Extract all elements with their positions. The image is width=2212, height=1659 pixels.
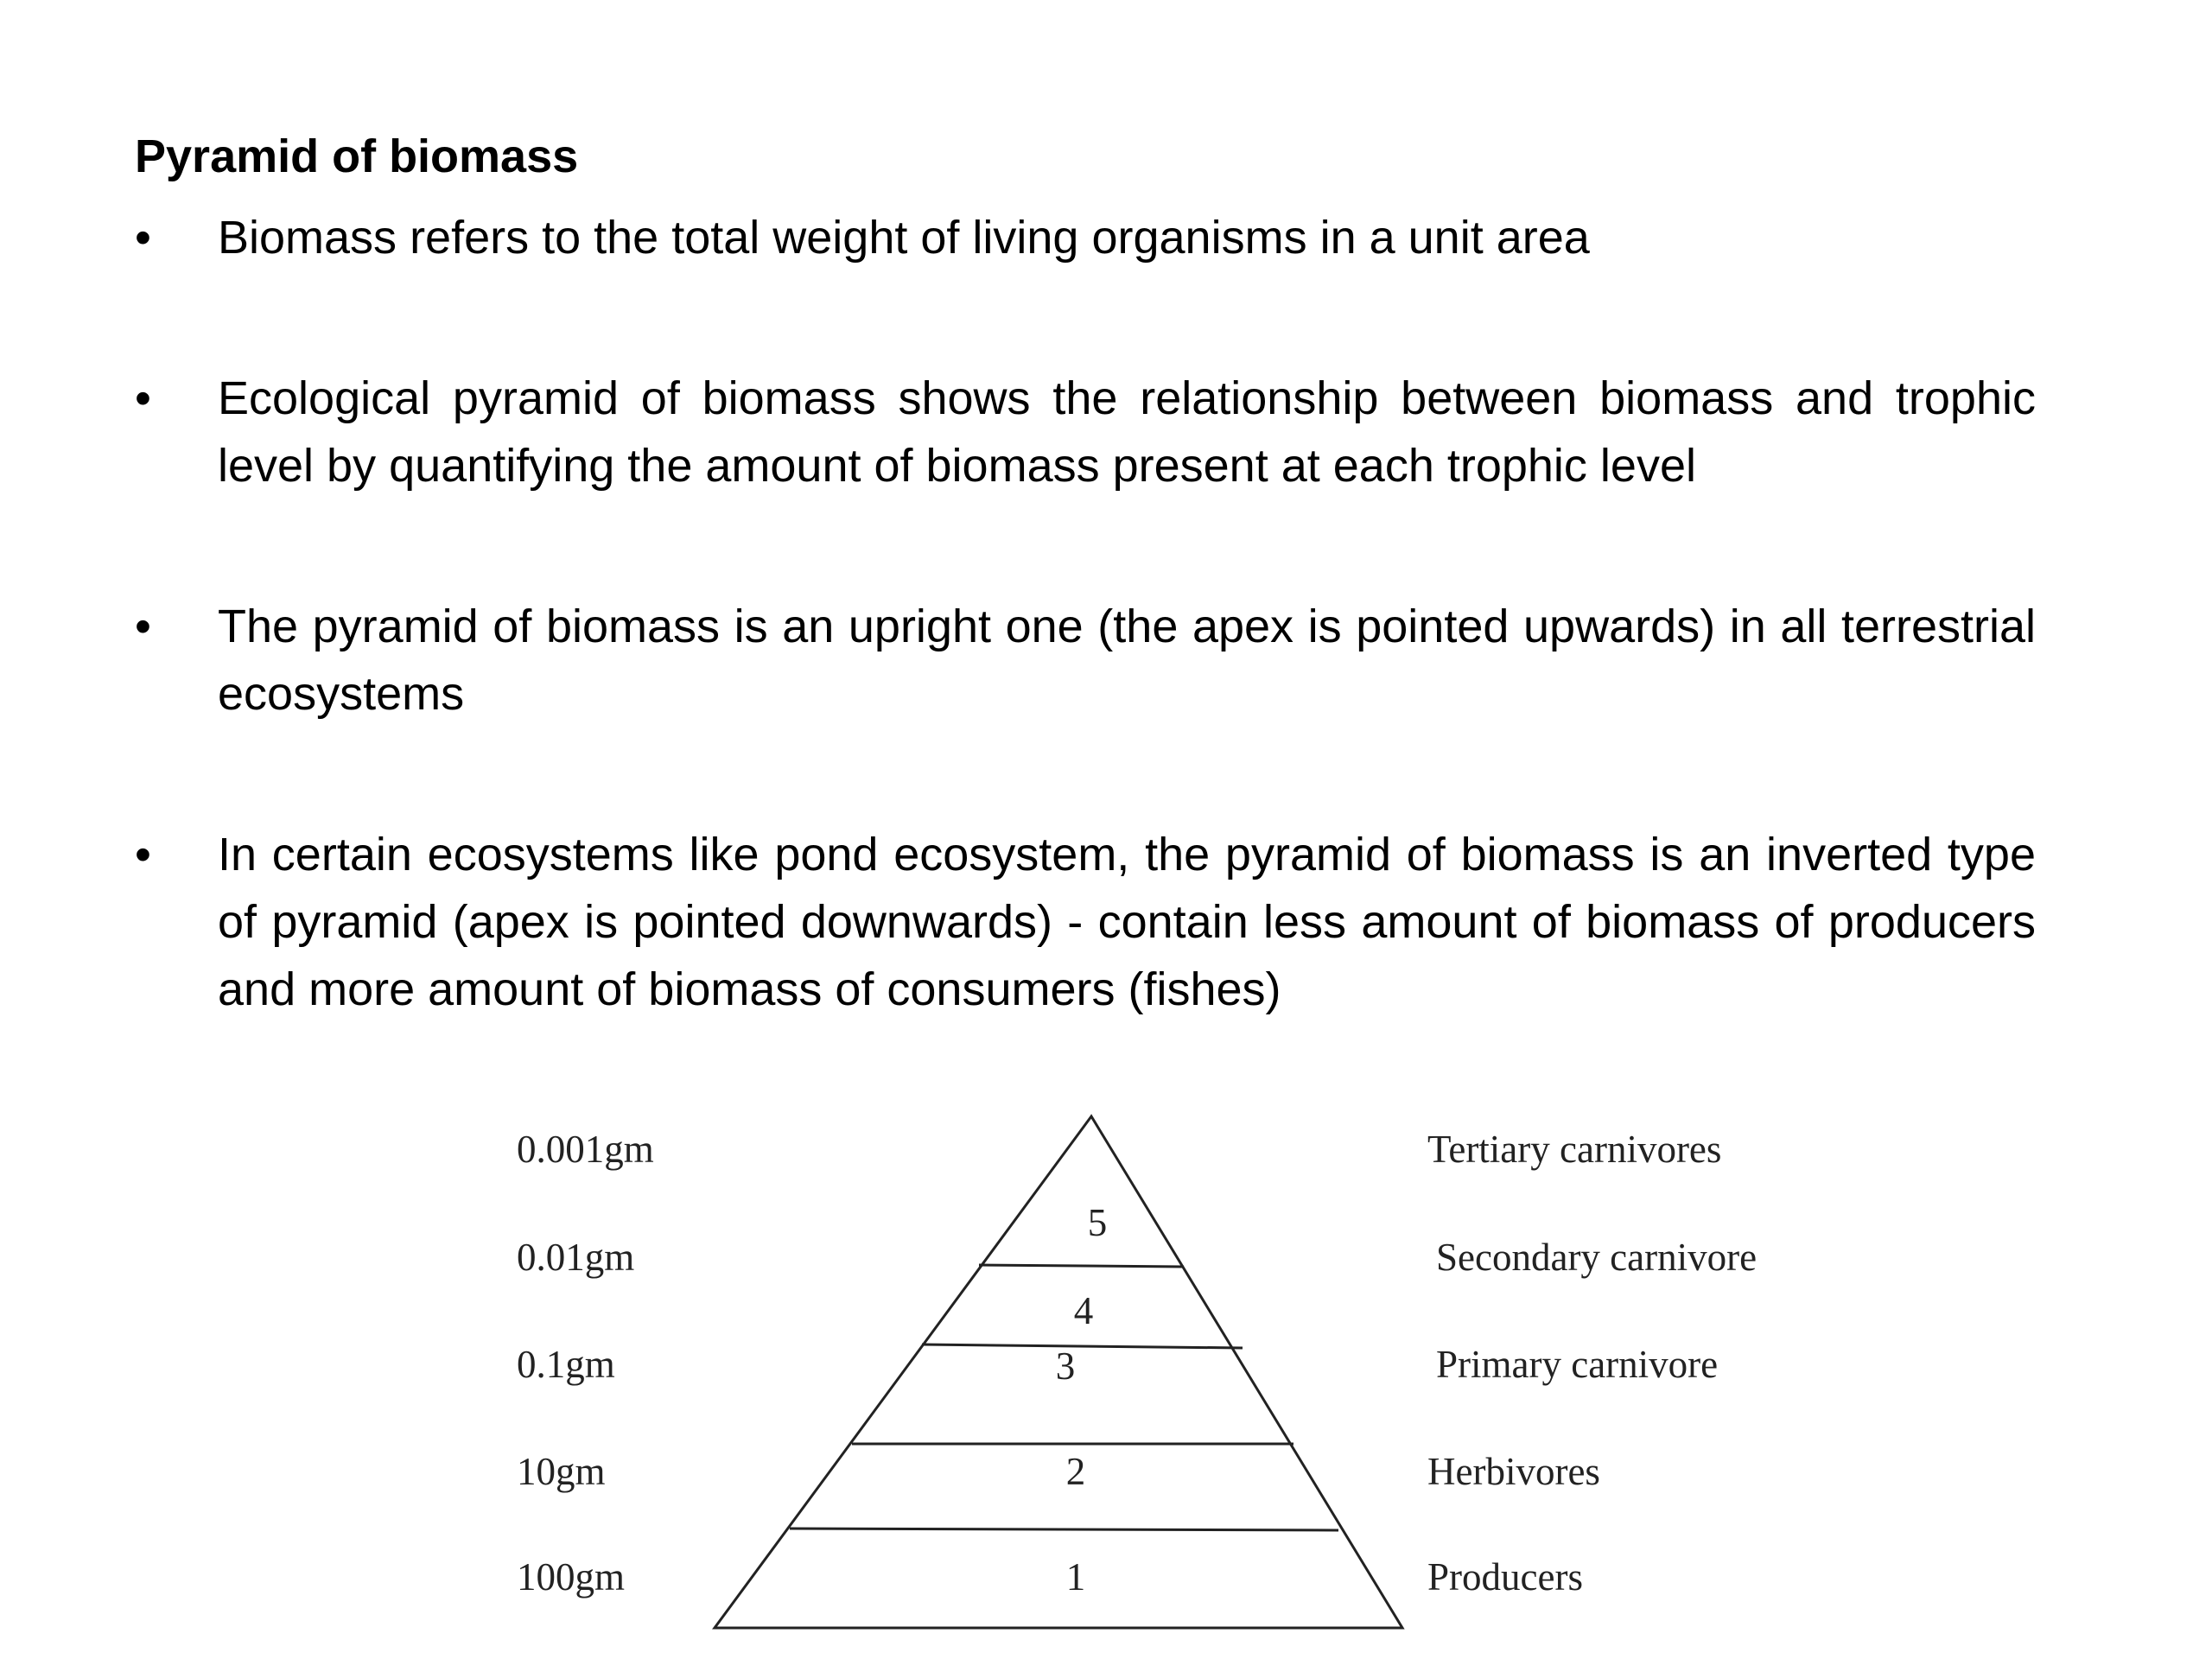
bullet-text: In certain ecosystems like pond ecosystem, the pyramid of biomass is an inverted type of pyramid (apex is pointed downwards) - contain less amount of biomass of producers and more amount of biomass of consumers (fishes) (218, 829, 2036, 1015)
pyramid-divider (790, 1529, 1338, 1530)
bullet-dot-icon: • (135, 601, 151, 652)
slide-title: Pyramid of biomass (135, 130, 579, 182)
trophic-level-label: Primary carnivore (1436, 1343, 1719, 1386)
level-number: 4 (1073, 1289, 1094, 1332)
trophic-level-label: Producers (1427, 1555, 1583, 1599)
bullet-text: Ecological pyramid of biomass shows the relationship between biomass and trophic level by quantifying the amount of biomass present at each trophic level (218, 372, 2036, 492)
trophic-level-label: Secondary carnivore (1436, 1236, 1758, 1279)
bullet-text: The pyramid of biomass is an upright one (the apex is pointed upwards) in all terrestrial ecosystems (218, 601, 2036, 720)
level-number: 5 (1087, 1201, 1108, 1244)
bullet-dot-icon: • (135, 829, 151, 880)
trophic-level-label: Herbivores (1427, 1450, 1600, 1493)
pyramid-divider (922, 1344, 1243, 1348)
biomass-value: 100gm (517, 1555, 626, 1599)
pyramid-divider (979, 1265, 1184, 1267)
bullet-dot-icon: • (135, 212, 151, 264)
level-number: 1 (1065, 1555, 1086, 1599)
biomass-value: 0.1gm (517, 1343, 615, 1386)
biomass-value: 0.001gm (517, 1128, 654, 1171)
trophic-level-label: Tertiary carnivores (1427, 1128, 1722, 1171)
biomass-value: 10gm (517, 1450, 606, 1493)
level-number: 3 (1055, 1344, 1076, 1388)
level-number: 2 (1065, 1450, 1086, 1493)
biomass-value: 0.01gm (517, 1236, 635, 1279)
bullet-dot-icon: • (135, 372, 151, 424)
bullet-text: Biomass refers to the total weight of living organisms in a unit area (218, 212, 1590, 264)
